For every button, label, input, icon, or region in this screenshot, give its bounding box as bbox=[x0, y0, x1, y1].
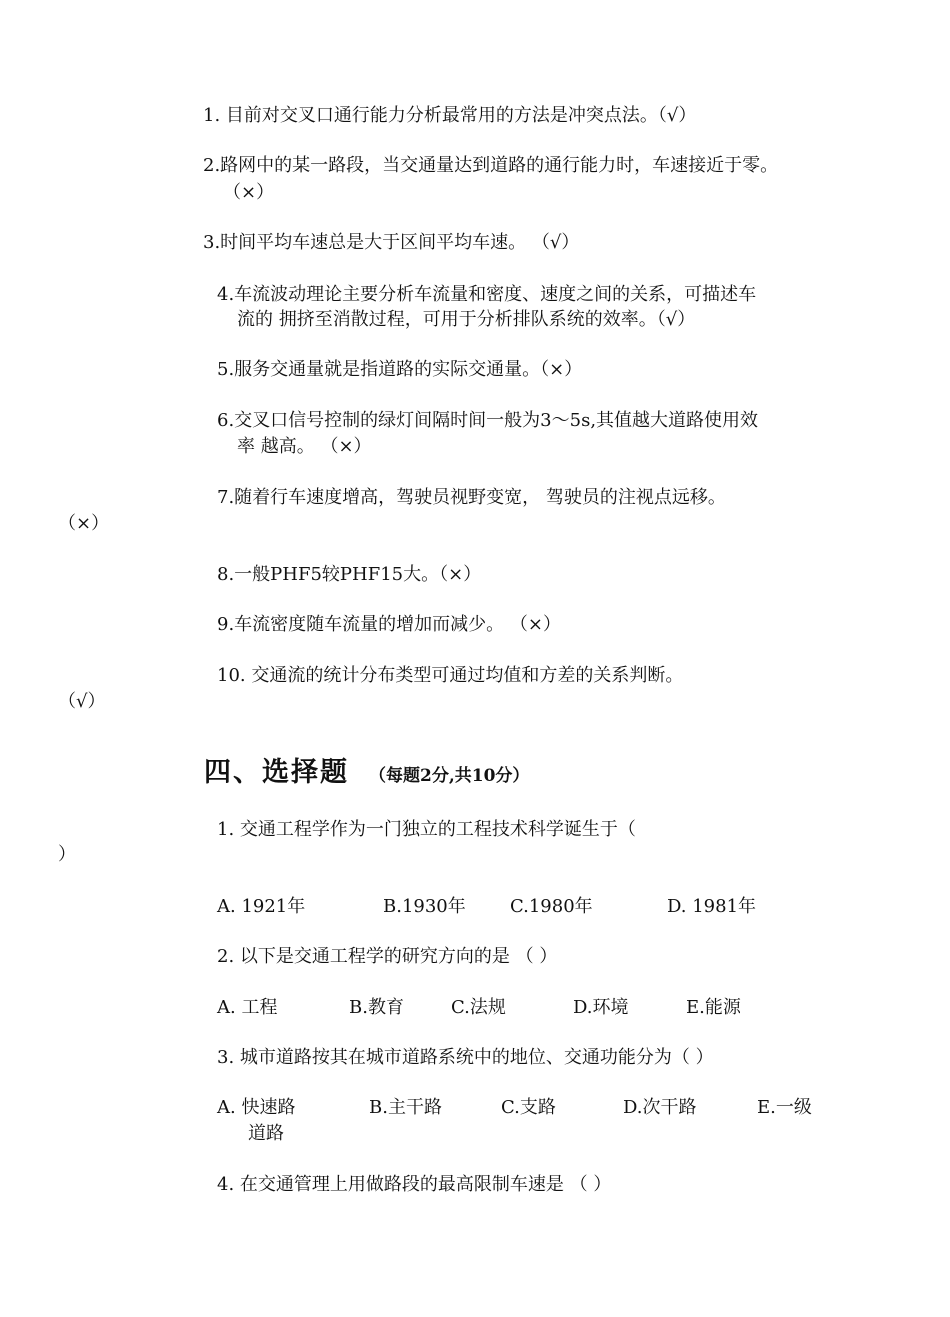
question-3-stem: 3. 城市道路按其在城市道路系统中的地位、交通功能分为（ ） bbox=[217, 1047, 714, 1068]
section-subtitle: （每题2分,共10分） bbox=[369, 766, 530, 786]
judgement-item-7: 7.随着行车速度增高，驾驶员视野变宽， 驾驶员的注视点远移。 bbox=[217, 487, 726, 508]
question-2-option-d: D.环境 bbox=[573, 997, 629, 1018]
judgement-item-5: 5.服务交通量就是指道路的实际交通量。（×） bbox=[217, 359, 583, 380]
question-1-option-b: B.1930年 bbox=[383, 896, 466, 917]
question-3-option-a: A. 快速路 bbox=[217, 1097, 296, 1118]
judgement-item-8: 8.一般PHF5较PHF15大。（×） bbox=[217, 564, 482, 585]
judgement-item-7-answer: （×） bbox=[58, 513, 110, 534]
question-2-stem: 2. 以下是交通工程学的研究方向的是 （ ） bbox=[217, 946, 558, 967]
question-3-option-c: C.支路 bbox=[501, 1097, 556, 1118]
question-3-option-e: E.一级 bbox=[757, 1097, 812, 1118]
question-4-stem: 4. 在交通管理上用做路段的最高限制车速是 （ ） bbox=[217, 1174, 612, 1195]
question-1-option-a: A. 1921年 bbox=[217, 896, 306, 917]
judgement-item-10-answer: （√） bbox=[58, 691, 106, 712]
judgement-item-6-cont: 率 越高。 （×） bbox=[237, 436, 372, 457]
judgement-item-9: 9.车流密度随车流量的增加而减少。 （×） bbox=[217, 614, 561, 635]
question-1-option-c: C.1980年 bbox=[510, 896, 593, 917]
judgement-item-2-answer: （×） bbox=[223, 182, 275, 203]
question-1-stem: 1. 交通工程学作为一门独立的工程技术科学诞生于（ bbox=[217, 819, 636, 840]
judgement-item-1: 1. 目前对交叉口通行能力分析最常用的方法是冲突点法。（√） bbox=[203, 105, 697, 126]
question-3-option-e-cont: 道路 bbox=[248, 1123, 284, 1144]
section-heading bbox=[204, 750, 529, 789]
question-3-option-b: B.主干路 bbox=[369, 1097, 442, 1118]
question-2-option-b: B.教育 bbox=[349, 997, 404, 1018]
judgement-item-2: 2.路网中的某一路段，当交通量达到道路的通行能力时，车速接近于零。 bbox=[203, 155, 779, 176]
judgement-item-10: 10. 交通流的统计分布类型可通过均值和方差的关系判断。 bbox=[217, 665, 684, 686]
question-3-option-d: D.次干路 bbox=[623, 1097, 697, 1118]
question-2-option-c: C.法规 bbox=[451, 997, 506, 1018]
question-1-stem-cont: ） bbox=[58, 844, 76, 865]
judgement-item-6: 6.交叉口信号控制的绿灯间隔时间一般为3～5s,其值越大道路使用效 bbox=[217, 410, 759, 431]
judgement-item-3: 3.时间平均车速总是大于区间平均车速。 （√） bbox=[203, 232, 580, 253]
question-2-option-e: E.能源 bbox=[686, 997, 741, 1018]
question-1-option-d: D. 1981年 bbox=[667, 896, 757, 917]
judgement-item-4: 4.车流波动理论主要分析车流量和密度、速度之间的关系，可描述车 bbox=[217, 284, 757, 305]
section-title: 四、选择题 bbox=[204, 757, 349, 788]
question-2-option-a: A. 工程 bbox=[217, 997, 278, 1018]
judgement-item-4-cont: 流的 拥挤至消散过程，可用于分析排队系统的效率。（√） bbox=[237, 309, 696, 330]
